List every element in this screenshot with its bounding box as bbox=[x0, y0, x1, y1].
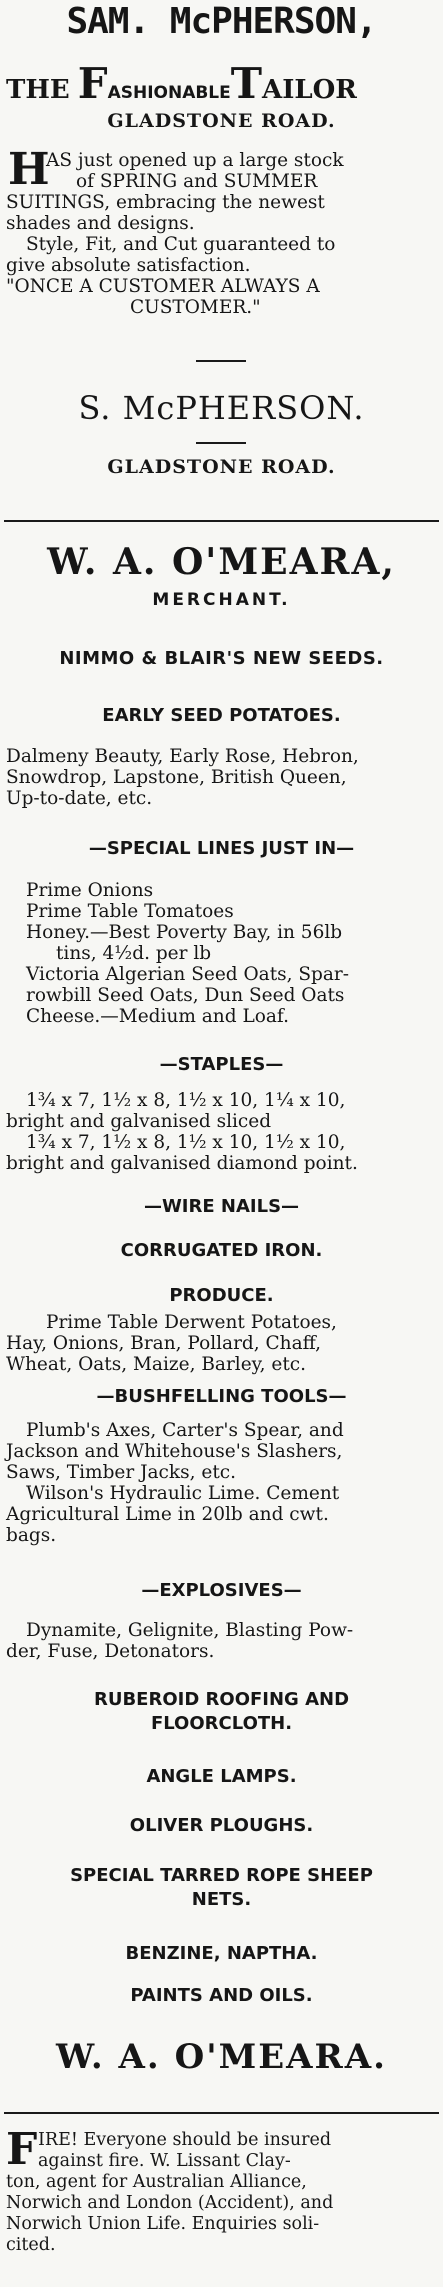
heading-line: SPECIAL TARRED ROPE SHEEP bbox=[70, 1865, 373, 1886]
body-line: Plumb's Axes, Carter's Spear, and bbox=[26, 1420, 344, 1441]
tarred-rope-heading bbox=[0, 1864, 443, 1912]
explosives-list bbox=[0, 1620, 443, 1662]
body-line: 1¾ x 7, 1½ x 8, 1½ x 10, 1½ x 10, bbox=[26, 1132, 346, 1153]
body-line: Up-to-date, etc. bbox=[6, 788, 153, 809]
tagline-fashionable: ASHIONABLE bbox=[107, 83, 231, 103]
body-line: "ONCE A CUSTOMER ALWAYS A bbox=[6, 276, 320, 297]
body-line: CUSTOMER." bbox=[130, 297, 261, 318]
produce-list bbox=[0, 1312, 443, 1375]
mcpherson-headline: SAM. McPHERSON, bbox=[66, 1, 377, 42]
body-line: bright and galvanised diamond point. bbox=[6, 1153, 358, 1174]
paints-heading: PAINTS AND OILS. bbox=[130, 1985, 313, 2006]
body-line: Prime Table Tomatoes bbox=[26, 901, 234, 922]
body-line: bags. bbox=[6, 1525, 57, 1546]
body-line: der, Fuse, Detonators. bbox=[6, 1641, 215, 1662]
angle-lamps-heading: ANGLE LAMPS. bbox=[146, 1766, 297, 1787]
body-line: shades and designs. bbox=[6, 213, 195, 234]
body-line: Agricultural Lime in 20lb and cwt. bbox=[6, 1504, 329, 1525]
bushfelling-list bbox=[0, 1420, 443, 1546]
body-line: give absolute satisfaction. bbox=[6, 255, 251, 276]
seeds-heading: NIMMO & BLAIR'S NEW SEEDS. bbox=[59, 648, 384, 669]
fire-body bbox=[0, 2124, 443, 2256]
body-line: Victoria Algerian Seed Oats, Spar- bbox=[26, 964, 350, 985]
body-line: cited. bbox=[6, 2235, 56, 2255]
mcpherson-dropcap: H bbox=[8, 144, 50, 195]
body-line: Cheese.—Medium and Loaf. bbox=[26, 1006, 289, 1027]
mcpherson-signature-address: GLADSTONE ROAD. bbox=[107, 456, 336, 478]
column-divider bbox=[4, 520, 439, 522]
body-line: Jackson and Whitehouse's Slashers, bbox=[6, 1441, 343, 1462]
omeara-footer-name: W. A. O'MEARA. bbox=[55, 2037, 388, 2077]
special-lines-heading: —SPECIAL LINES JUST IN— bbox=[88, 838, 355, 859]
body-line: tins, 4½d. per lb bbox=[56, 943, 212, 964]
special-lines-list bbox=[0, 880, 443, 1027]
bushfelling-heading: —BUSHFELLING TOOLS— bbox=[96, 1386, 347, 1407]
tagline-t-initial: T bbox=[230, 59, 263, 108]
body-line: Style, Fit, and Cut guaranteed to bbox=[26, 234, 336, 255]
heading-line: FLOORCLOTH. bbox=[150, 1713, 293, 1734]
tagline-f-initial: F bbox=[77, 59, 108, 108]
explosives-heading: —EXPLOSIVES— bbox=[141, 1580, 302, 1601]
body-line: Norwich Union Life. Enquiries soli- bbox=[6, 2214, 320, 2234]
heading-line: RUBEROID ROOFING AND bbox=[93, 1689, 350, 1710]
mcpherson-signature-name: S. McPHERSON. bbox=[78, 389, 365, 427]
body-line: Saws, Timber Jacks, etc. bbox=[6, 1462, 237, 1483]
omeara-name: W. A. O'MEARA, bbox=[47, 541, 396, 583]
corrugated-iron-heading: CORRUGATED IRON. bbox=[120, 1240, 323, 1261]
body-line: Prime Onions bbox=[26, 880, 154, 901]
body-line: Norwich and London (Accident), and bbox=[6, 2193, 334, 2213]
body-line: Honey.—Best Poverty Bay, in 56lb bbox=[26, 922, 343, 943]
body-line: of SPRING and SUMMER bbox=[76, 171, 318, 192]
fire-dropcap: F bbox=[6, 2124, 38, 2175]
oliver-ploughs-heading: OLIVER PLOUGHS. bbox=[129, 1815, 314, 1836]
wire-nails-heading: —WIRE NAILS— bbox=[143, 1196, 300, 1217]
column-divider bbox=[4, 2112, 439, 2114]
potatoes-heading: EARLY SEED POTATOES. bbox=[102, 705, 341, 726]
body-line: 1¾ x 7, 1½ x 8, 1½ x 10, 1¼ x 10, bbox=[26, 1090, 346, 1111]
short-rule bbox=[196, 360, 246, 362]
mcpherson-body bbox=[0, 144, 443, 318]
staples-list bbox=[0, 1090, 443, 1174]
mcpherson-tagline bbox=[6, 59, 436, 109]
mcpherson-address: GLADSTONE ROAD. bbox=[107, 110, 336, 132]
body-line: SUITINGS, embracing the newest bbox=[6, 192, 325, 213]
body-line: Wheat, Oats, Maize, Barley, etc. bbox=[6, 1354, 307, 1375]
body-line: Dalmeny Beauty, Early Rose, Hebron, bbox=[6, 746, 359, 767]
ruberoid-heading bbox=[0, 1688, 443, 1736]
staples-heading: —STAPLES— bbox=[159, 1054, 284, 1075]
body-line: AS just opened up a large stock bbox=[46, 150, 344, 171]
body-line: Snowdrop, Lapstone, British Queen, bbox=[6, 767, 347, 788]
benzine-heading: BENZINE, NAPTHA. bbox=[125, 1943, 318, 1964]
body-line: Wilson's Hydraulic Lime. Cement bbox=[26, 1483, 340, 1504]
body-line: Prime Table Derwent Potatoes, bbox=[46, 1312, 337, 1333]
tagline-the: THE bbox=[6, 75, 70, 105]
body-line: IRE! Everyone should be insured bbox=[38, 2130, 332, 2150]
tagline-tailor: AILOR bbox=[262, 75, 357, 105]
short-rule bbox=[196, 442, 246, 444]
heading-line: NETS. bbox=[191, 1889, 252, 1910]
produce-heading: PRODUCE. bbox=[169, 1285, 274, 1306]
potatoes-list bbox=[0, 746, 443, 809]
body-line: ton, agent for Australian Alliance, bbox=[6, 2172, 307, 2192]
body-line: Hay, Onions, Bran, Pollard, Chaff, bbox=[6, 1333, 321, 1354]
body-line: against fire. W. Lissant Clay- bbox=[38, 2151, 291, 2171]
omeara-role: MERCHANT. bbox=[152, 590, 291, 610]
body-line: bright and galvanised sliced bbox=[6, 1111, 272, 1132]
body-line: rowbill Seed Oats, Dun Seed Oats bbox=[26, 985, 345, 1006]
body-line: Dynamite, Gelignite, Blasting Pow- bbox=[26, 1620, 354, 1641]
